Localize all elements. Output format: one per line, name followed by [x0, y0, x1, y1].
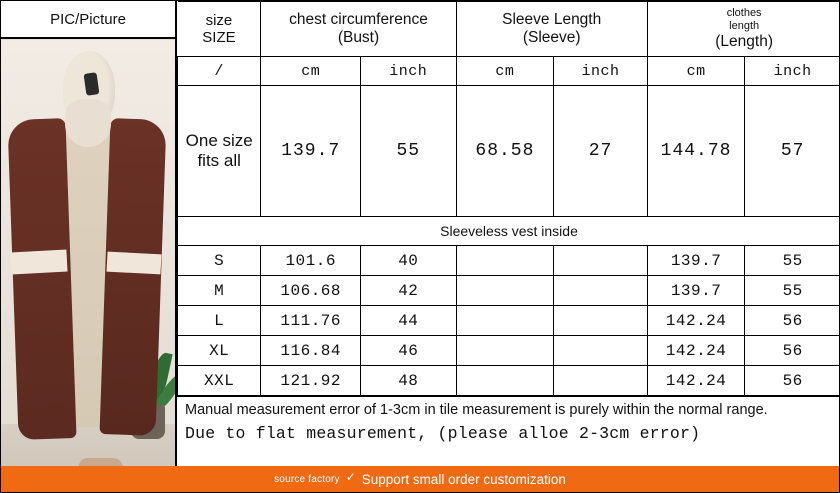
header-sleeve-line2: (Sleeve) [522, 29, 581, 46]
row-sleeve-inch [554, 306, 648, 336]
table-header-row [178, 2, 840, 57]
inner-note-row [178, 217, 840, 246]
table-row [178, 246, 840, 276]
measurements-table [177, 1, 840, 396]
measurement-note-1: Manual measurement error of 1-3cm in tile measurement is purely within the normal range. [185, 402, 768, 418]
one-size-length-inch: 57 [745, 86, 840, 217]
wall-line [1, 39, 175, 40]
row-bust-inch: 46 [361, 336, 457, 366]
header-length-line1: clothes [726, 7, 762, 20]
row-bust-inch: 42 [361, 276, 457, 306]
table-row [178, 306, 840, 336]
footer-banner [1, 466, 839, 492]
row-sleeve-cm [456, 276, 554, 306]
row-length-cm: 142.24 [647, 306, 745, 336]
row-sleeve-cm [456, 366, 554, 396]
header-bust-line2: (Bust) [337, 29, 380, 46]
units-size: / [178, 57, 261, 86]
header-size [178, 2, 261, 57]
units-sleeve-cm: cm [456, 57, 554, 86]
cuff-left [10, 250, 67, 275]
header-length-line2: length [729, 20, 760, 33]
row-size: L [178, 306, 261, 336]
header-bust [261, 2, 456, 57]
units-length-inch: inch [745, 57, 840, 86]
measurements-column [177, 1, 840, 493]
check-icon: ✓ [345, 470, 356, 484]
row-bust-inch: 44 [361, 306, 457, 336]
one-size-sleeve-inch: 27 [554, 86, 648, 217]
row-length-cm: 139.7 [647, 276, 745, 306]
header-sleeve-line1: Sleeve Length [502, 11, 602, 29]
pic-label: PIC/Picture [1, 1, 175, 39]
row-length-inch: 56 [745, 306, 840, 336]
row-bust-cm: 111.76 [261, 306, 361, 336]
measurement-note-2: Due to flat measurement, (please alloe 2-3cm error) [185, 424, 701, 444]
row-sleeve-cm [456, 246, 554, 276]
one-size-row [178, 86, 840, 217]
row-sleeve-inch [554, 246, 648, 276]
header-size-line2: SIZE [202, 29, 236, 46]
row-length-cm: 139.7 [647, 246, 745, 276]
header-bust-line1: chest circumference [289, 11, 428, 29]
header-length-line3: (Length) [715, 32, 773, 50]
row-size: M [178, 276, 261, 306]
units-length-cm: cm [647, 57, 745, 86]
row-bust-cm: 121.92 [261, 366, 361, 396]
row-bust-cm: 106.68 [261, 276, 361, 306]
size-chart [1, 1, 840, 493]
one-size-bust-cm: 139.7 [261, 86, 361, 217]
row-length-inch: 55 [745, 276, 840, 306]
row-sleeve-cm [456, 336, 554, 366]
abaya-right-panel [100, 118, 167, 436]
units-row [178, 57, 840, 86]
row-sleeve-inch [554, 336, 648, 366]
row-bust-inch: 48 [361, 366, 457, 396]
table-row [178, 336, 840, 366]
row-length-inch: 56 [745, 336, 840, 366]
units-bust-cm: cm [261, 57, 361, 86]
row-length-inch: 56 [745, 366, 840, 396]
abaya-left-panel [7, 118, 76, 440]
header-size-line1: size [205, 11, 233, 29]
units-sleeve-inch: inch [554, 57, 648, 86]
photo-column [1, 1, 177, 493]
notes-section [177, 396, 840, 443]
row-size: S [178, 246, 261, 276]
header-sleeve [456, 2, 647, 57]
inner-note: Sleeveless vest inside [178, 217, 840, 246]
one-size-bust-inch: 55 [361, 86, 457, 217]
hijab-drape [65, 99, 111, 147]
row-bust-cm: 101.6 [261, 246, 361, 276]
row-size: XXL [178, 366, 261, 396]
header-length [647, 2, 840, 57]
row-length-cm: 142.24 [647, 366, 745, 396]
table-row [178, 276, 840, 306]
one-size-sleeve-cm: 68.58 [456, 86, 554, 217]
product-photo [1, 39, 175, 493]
source-factory-tag: source factory [274, 473, 340, 485]
table-row [178, 366, 840, 396]
row-sleeve-inch [554, 276, 648, 306]
footer-text: Support small order customization [361, 471, 566, 487]
row-size: XL [178, 336, 261, 366]
row-length-inch: 55 [745, 246, 840, 276]
row-bust-cm: 116.84 [261, 336, 361, 366]
row-bust-inch: 40 [361, 246, 457, 276]
row-sleeve-cm [456, 306, 554, 336]
one-size-length-cm: 144.78 [647, 86, 745, 217]
chart-body [1, 1, 840, 493]
units-bust-inch: inch [361, 57, 457, 86]
row-length-cm: 142.24 [647, 336, 745, 366]
row-sleeve-inch [554, 366, 648, 396]
one-size-label: One size fits all [178, 86, 261, 217]
cuff-right [107, 252, 162, 275]
